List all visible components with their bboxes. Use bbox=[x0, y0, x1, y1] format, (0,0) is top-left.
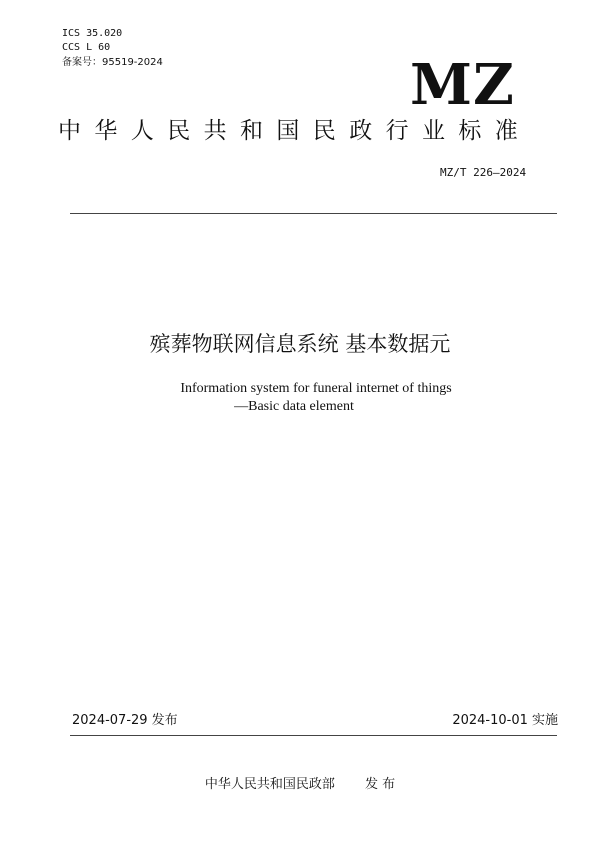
standard-number: MZ/T 226—2024 bbox=[440, 166, 527, 179]
standard-logo: MZ bbox=[410, 52, 515, 118]
ccs-code: CCS L 60 bbox=[62, 42, 111, 53]
document-title-english-line2: —Basic data element bbox=[234, 399, 354, 414]
top-divider bbox=[70, 213, 557, 214]
publisher-line bbox=[0, 776, 600, 794]
document-title-english-line1: Information system for funeral internet of things bbox=[180, 381, 452, 396]
issue-date: 2024-07-29 发布 bbox=[72, 713, 178, 728]
standard-category-title: 中华人民共和国民政行业标准 bbox=[58, 118, 532, 144]
bottom-divider bbox=[70, 735, 557, 736]
implementation-date: 2024-10-01 实施 bbox=[452, 713, 558, 728]
publisher-name: 中华人民共和国民政部 bbox=[204, 777, 335, 792]
filing-number: 备案号：95519-2024 bbox=[62, 57, 163, 68]
document-title-chinese: 殡葬物联网信息系统 基本数据元 bbox=[149, 332, 451, 356]
publish-action: 发 布 bbox=[364, 777, 396, 792]
ics-code: ICS 35.020 bbox=[62, 28, 123, 39]
